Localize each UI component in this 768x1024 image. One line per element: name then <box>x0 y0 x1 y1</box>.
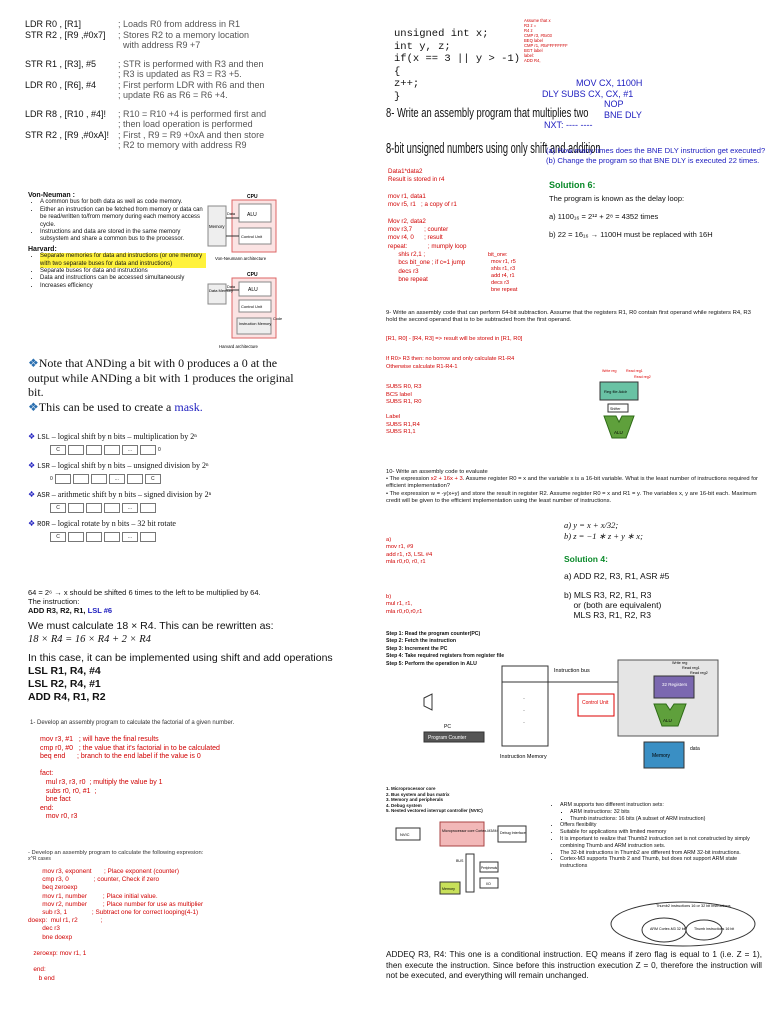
bullet-icon: ❖ <box>28 490 38 499</box>
ldr-row <box>0 19 384 30</box>
control-unit-label: Control Unit <box>241 234 263 239</box>
shift-op <box>28 432 344 455</box>
ldr-comment: ; First , R9 = R9 +0xA and then store ; R2 to memory with address R9 <box>118 129 265 150</box>
step-item: Step 1: Read the program counter(PC) <box>386 631 481 637</box>
q10-code-a: a) mov r1, #9 add r1, r3, LSL #4 mla r0,r0, r0, r1 <box>386 537 433 566</box>
c-code-line: if(x == 3 || y > -1) <box>394 53 521 65</box>
thumb-item: ▪ ARM instructions: 32 bits <box>570 809 764 816</box>
ldr-row <box>0 109 384 130</box>
thumb-item: • ARM supports two different instruction sets: <box>560 802 764 809</box>
ldr-instruction: STR R1 , [R3], #5 <box>25 58 97 69</box>
instruction-memory-label: Instruction Memory <box>239 322 272 326</box>
mul64-line3: ADD R3, R2, R1, LSL #6 <box>28 606 113 615</box>
harvard-diagram <box>207 270 283 352</box>
harvard-list <box>28 253 206 290</box>
step-item: Step 5: Perform the operation in ALU <box>386 660 477 667</box>
venn-outer-label: Thumb2 instructions 16 or 32 bit instructions <box>656 904 731 908</box>
c-annotation-line: BEQ label <box>524 38 543 43</box>
mask-section <box>28 356 304 414</box>
ldr-row <box>0 30 384 51</box>
q8-code: Data1*data2 Result is stored in r4 mov r1, data1 mov r5, r1 ; a copy of r1 Mov r2, data2 mov r3,7 ; counter mov r4, 0 ; result repeat: ; mumply loop shls r2,1 ; bcs bit_one ; if c=1 jump decs r3 bne repeat <box>388 168 467 283</box>
nvic-label: NVIC <box>400 832 410 837</box>
delay-questions: (a) How many times does the BNE DLY instruction get executed? (b) Change the program so that BNE DLY is executed 22 times. <box>546 146 766 165</box>
q8-code-bit-one: bit_one: mov r1, r5 shls r1, r3 add r4, r1 decs r3 bne repeat <box>488 252 518 293</box>
mul18-line2: 18 × R4 = 16 × R4 + 2 × R4 <box>28 634 151 645</box>
data-diag-label: data <box>690 746 700 752</box>
control-unit-diag-label: Control Unit <box>582 700 609 706</box>
mask-note: ❖Note that ANDing a bit with 0 produces a 0 at the output while ANDing a bit with 1 produces the original bit. <box>28 356 294 399</box>
mul64-section <box>28 588 374 615</box>
read-reg2-label: Read reg2 <box>634 375 651 379</box>
venn-diagram <box>608 898 758 948</box>
alu2-label: ALU <box>248 287 258 293</box>
q8-title2: 8-bit unsigned numbers using only shift and addition <box>386 140 601 157</box>
mul64-line1: 64 = 2⁶ → x should be shifted 6 times to the left to be multiplied by 64. <box>28 588 261 597</box>
c-code-line: unsigned int x; <box>394 28 489 40</box>
data-memory-label: Data Memory <box>209 288 234 293</box>
harv-caption: Harvard architecture <box>219 344 258 349</box>
read-reg1-label: Read reg1 <box>626 369 643 373</box>
q10-code-b: b) mul r1, r1, mla r0,r0,r0,r1 <box>386 594 423 615</box>
mul18-code <box>28 665 374 704</box>
c-code-line: z++; <box>394 78 420 90</box>
exponent-title: - Develop an assembly program to calculate the following expresion: <box>28 850 204 856</box>
ldr-str-examples <box>0 19 384 151</box>
mcu-list-item: 4. Debug system <box>386 802 422 808</box>
code-bus-label: Code <box>273 317 283 321</box>
harvard-title: Harvard: <box>28 245 57 253</box>
von-item: • A common bus for both data as well as code memory. <box>40 199 206 206</box>
ldr-row <box>0 130 384 151</box>
shift-register-graphic: 0 ... C <box>50 474 344 484</box>
cpu-label: CPU <box>247 194 258 200</box>
ldr-row <box>0 51 384 59</box>
right-column <box>386 0 768 1024</box>
c-annotation-line: R4 z <box>524 28 533 33</box>
c-code-line: int y, z; <box>394 40 451 53</box>
cpu-read-reg1-label: Read reg1 <box>682 666 700 670</box>
mul18-code-line: LSL R2, R4, #1 <box>28 678 101 690</box>
q10-equations: a) y = x + x/32; b) z = −1 ∗ z + y ∗ x; <box>564 520 643 541</box>
ldr-comment: ; STR is performed with R3 and then ; R3 is updated as R3 = R3 +5. <box>118 58 264 79</box>
thumb-item: • Offers flexibility <box>560 822 764 829</box>
shifter-label: Shifter <box>610 407 621 411</box>
mcu-list <box>386 786 546 814</box>
factorial-code: mov r3, #1 ; will have the final results cmp r0, #0 ; the value that it's factorial in to be calculated beq end ; branch to the end label if the value is 0 fact: mul r3, r3, r0 ; multiply the value by 1 subs r0, r0, #1 ; bne fact end: mov r0, r3 <box>40 736 220 821</box>
shift-register-graphic: C ... <box>50 503 344 513</box>
delay-loop-code: MOV CX, 1100H DLY SUBS CX, CX, #1 NOP BNE DLY NXT: ---- ---- <box>542 78 643 130</box>
thumb-section <box>548 802 764 870</box>
bullet-icon: ❖ <box>28 432 38 441</box>
mcu-list-item: 5. Nested vectored interrupt controller (NVIC) <box>386 808 483 813</box>
harvard-item: • Separate buses for data and instructions <box>40 268 206 275</box>
shift-register-graphic: C ... <box>50 532 344 542</box>
q10-section: 10- Write an assembly code to evaluate • The expression x2 + 16x + 3. Assume register R0 = x and the variable x is a 16-bit variable. What is the least number of instructions required for efficient implementation? • The expression w = -y(x+y) and store the result in register R2. Assume register R0 = x and R1 = y. The variables x, y are 16-bit each. Maximum credit will be given to the efficient implementation using the least number of instructions. <box>386 469 758 504</box>
exponent-subtitle: x^R cases <box>28 856 51 862</box>
io-label: I/O <box>486 882 491 886</box>
cpu2-label: CPU <box>247 272 258 278</box>
q10-bullet2: • The expression w = -y(x+y) and store the result in register R2. Assume register R0 = x and R1 = y. The variables x, y are 16-bit each. Maximum credit will be given to the efficient implementation using the least number of instructions. <box>386 490 757 504</box>
pc-label: PC <box>444 724 451 730</box>
bullet-icon: ❖ <box>28 461 38 470</box>
venn-thumb-label: Thumb instructions 16 bit <box>694 927 735 931</box>
c-annotation-line: Assume that x <box>524 18 551 23</box>
q9-conditions: If R0> R3 then: no borrow and only calculate R1-R4 Otherwise calculate R1-R4-1 <box>386 356 515 370</box>
c-annotation-line: ADD R4, <box>524 58 541 63</box>
c-code-annotation <box>524 18 574 63</box>
mcu-list-item: 2. Bus system and bus matrix <box>386 791 450 797</box>
mcu-diagram <box>394 818 546 900</box>
mul18-line1: We must calculate 18 × R4. This can be rewritten as: <box>28 620 274 632</box>
shift-op <box>28 519 344 542</box>
mul64-line2: The instruction: <box>28 597 80 606</box>
q9-code: SUBS R0, R3 BCS label SUBS R1, R0 Label SUBS R1,R4 SUBS R1,1 <box>386 384 422 435</box>
cpu-datapath-diagram <box>404 658 750 776</box>
shift-op-text: ❖ LSL – logical shift by n bits – multiplication by 2ⁿ <box>28 432 197 442</box>
step-item: Step 4: Take required registers from register file <box>386 653 505 660</box>
regs32-label: 32 Registers <box>662 682 688 687</box>
memory-label: Memory <box>209 224 225 229</box>
instruction-bus-label: Instruction bus <box>554 668 590 674</box>
thumb-item: • The 32-bit instructions in Thumb2 are different from ARM 32-bit instructions. <box>560 850 764 857</box>
c-annotation-line: label: <box>524 53 535 58</box>
c-code-line: { <box>394 65 401 78</box>
periph-label: Peripherals <box>481 866 498 870</box>
c-annotation-line: CMP r3, #0x03 <box>524 33 552 38</box>
shift-operations <box>28 432 344 548</box>
von-neuman-title: Von-Neuman : <box>28 192 75 199</box>
q9-expression: [R1, R0] - [R4, R3] => result will be stored in [R1, R0] <box>386 336 523 342</box>
von-neuman-list <box>28 199 206 243</box>
ldr-row <box>0 59 384 80</box>
exponent-code: mov r3, exponent ; Place exponent (counter) cmp r3, 0 ; counter, Check if zero beq zeroexp mov r1, number ; Place initial value. mov r2, number ; Place number for use as multiplier sub r3, 1 ; Subtract one for correct looping(4-1) doexp: mul r1, r2 ; dec r3 bne doexp zeroexp: mov r1, 1 end: b end <box>28 868 204 982</box>
von-item: • Instructions and data are stored in the same memory subsystem and share a common bus to the processor. <box>40 229 206 244</box>
mul18-line3: In this case, it can be implemented using shift and add operations <box>28 652 333 664</box>
ldr-comment: ; R10 = R10 +4 is performed first and ; then load operation is performed <box>118 108 267 129</box>
c-annotation-line: BGT label <box>524 48 543 53</box>
thumb-item: ▪ Thumb instructions: 16 bits (A subset of ARM instruction) <box>570 816 764 823</box>
ldr-instruction: LDR R0 , [R1] <box>25 19 82 29</box>
cpu-alu-label: ALU <box>663 718 672 723</box>
write-reg-label: Write reg <box>602 369 617 373</box>
q10-bullet1: • The expression x2 + 16x + 3. Assume register R0 = x and the variable x is a 16-bit variable. What is the least number of instructions required for efficient implementation? <box>386 476 758 490</box>
shift-op <box>28 461 344 484</box>
core-label: Microprocessor core Cortex-M3/M4 <box>442 829 499 833</box>
architecture-section <box>0 192 384 350</box>
c-annotation-line: CMP r1, #0xFFFFFFFF <box>524 43 568 48</box>
step-item: Step 3: Increment the PC <box>386 645 448 652</box>
program-counter-label: Program Counter <box>428 735 467 741</box>
ldr-comment: ; First perform LDR with R6 and then ; update R6 as R6 = R6 +4. <box>118 79 265 100</box>
ldr-instruction: STR R2 , [R9 ,#0xA]! <box>25 129 110 140</box>
harvard-item: • Data and instructions can be accessed simultaneously <box>40 275 206 282</box>
svg-text:·: · <box>523 696 525 702</box>
thumb-item: • Cortex-M3 supports Thumb 2 and Thumb, but does not support ARM state instructions <box>560 856 764 870</box>
c-annotation-line: R3 z = <box>524 23 537 28</box>
data-bus-label: Data <box>227 212 236 216</box>
shift-op <box>28 490 344 513</box>
svg-text:·: · <box>523 720 525 726</box>
mul18-code-line: LSL R1, R4, #4 <box>28 665 101 677</box>
thumb-item: • Suitable for applications with limited memory <box>560 829 764 836</box>
ldr-instruction: LDR R8 , [R10 , #4]! <box>25 108 107 119</box>
mcu-list-item: 3. Memory and peripherals <box>386 797 444 802</box>
delay-solution: Solution 6: The program is known as the delay loop: a) 1100₁₆ = 2¹² + 2⁸ = 4352 times b) 22 = 16₁₆ → 1100H must be replaced with 16H <box>549 180 713 239</box>
reg-file-label: Reg file Addr <box>604 389 627 394</box>
shift-op-text: ❖ ASR – arithmetic shift by n bits – signed division by 2ⁿ <box>28 490 212 500</box>
cpu-read-reg2-label: Read reg2 <box>690 671 708 675</box>
debug-label: Debug Interface <box>500 831 526 835</box>
factorial-section <box>30 720 384 822</box>
addeq-explanation: ADDEQ R3, R4: This one is a conditional instruction. EQ means if zero flag is equal to 1 (i.e. Z = 1), then execute the instruction. Since before this instruction execution Z = 0, therefore the instruction will not be executed, and everything will remain unchanged. <box>386 950 762 981</box>
ldr-row <box>0 101 384 109</box>
alu-diag-label: ALU <box>614 430 623 435</box>
register-alu-diagram <box>582 366 662 444</box>
ldr-instruction: LDR R0 , [R6], #4 <box>25 79 97 90</box>
mcu-memory-label: Memory <box>442 887 455 891</box>
exponent-section <box>28 850 384 983</box>
mul18-section <box>28 620 374 704</box>
thumb-item: • It is important to realize that Thumb2 instruction set is not constructed by simply combining Thumb and ARM instruction sets. <box>560 836 764 850</box>
data-bus2-label: Data <box>227 285 236 289</box>
von-caption: Von-Neumann architecture <box>215 256 267 261</box>
shift-op-text: ❖ LSR – logical shift by n bits – unsigned division by 2ⁿ <box>28 461 209 471</box>
mcu-list-item: 1. Microprocessor core <box>386 786 436 791</box>
von-neumann-diagram <box>207 192 277 264</box>
mask-line: ❖This can be used to create a mask. <box>28 399 203 414</box>
ldr-instruction: STR R2 , [R9 ,#0x7] <box>25 29 106 40</box>
harvard-item: • Increases efficiency <box>40 283 206 290</box>
mul18-code-line: ADD R4, R1, R2 <box>28 691 106 703</box>
instr-memory-label: Instruction Memory <box>500 754 547 760</box>
q10-solution: Solution 4: a) ADD R2, R3, R1, ASR #5 b) MLS R3, R2, R1, R3 or (both are equivalent) MLS R3, R1, R2, R3 <box>564 554 670 620</box>
factorial-title: 1- Develop an assembly program to calculate the factorial of a given number. <box>30 720 235 726</box>
ldr-comment: ; Loads R0 from address in R1 <box>118 19 241 29</box>
q8-title: 8- Write an assembly program that multiplies two <box>386 106 589 120</box>
step-item: Step 2: Fetch the instruction <box>386 638 457 645</box>
c-code-line: } <box>394 90 401 103</box>
bullet-icon: ❖ <box>28 519 38 528</box>
shift-register-graphic: C ... 0 <box>50 445 344 455</box>
cpu-write-reg-label: Write reg <box>672 661 688 665</box>
ldr-comment: ; Stores R2 to a memory location with address R9 +7 <box>118 29 250 50</box>
venn-arm-label: ARM Cortex-M3 32 bit <box>650 927 686 931</box>
q9-title: 9- Write an assembly code that can perform 64-bit subtraction. Assume that the registers R1, R0 contain first operand while registers R4, R3 hold the second operand that is to be subtracted from the first operand. <box>386 310 751 324</box>
svg-text:·: · <box>523 708 525 714</box>
harvard-item: • Separate memories for data and instructions (or one memory with two separate buses for data and instructions) <box>40 253 206 268</box>
memory-diag-label: Memory <box>652 753 671 759</box>
bus-label: BUS <box>456 859 464 863</box>
von-item: • Either an instruction can be fetched from memory or data can be read/written to/from memory during each memory access cycle. <box>40 207 206 229</box>
alu-label: ALU <box>247 212 257 218</box>
control-unit2-label: Control Unit <box>241 304 263 309</box>
ldr-row <box>0 80 384 101</box>
shift-op-text: ❖ ROR – logical rotate by n bits – 32 bit rotate <box>28 519 176 529</box>
